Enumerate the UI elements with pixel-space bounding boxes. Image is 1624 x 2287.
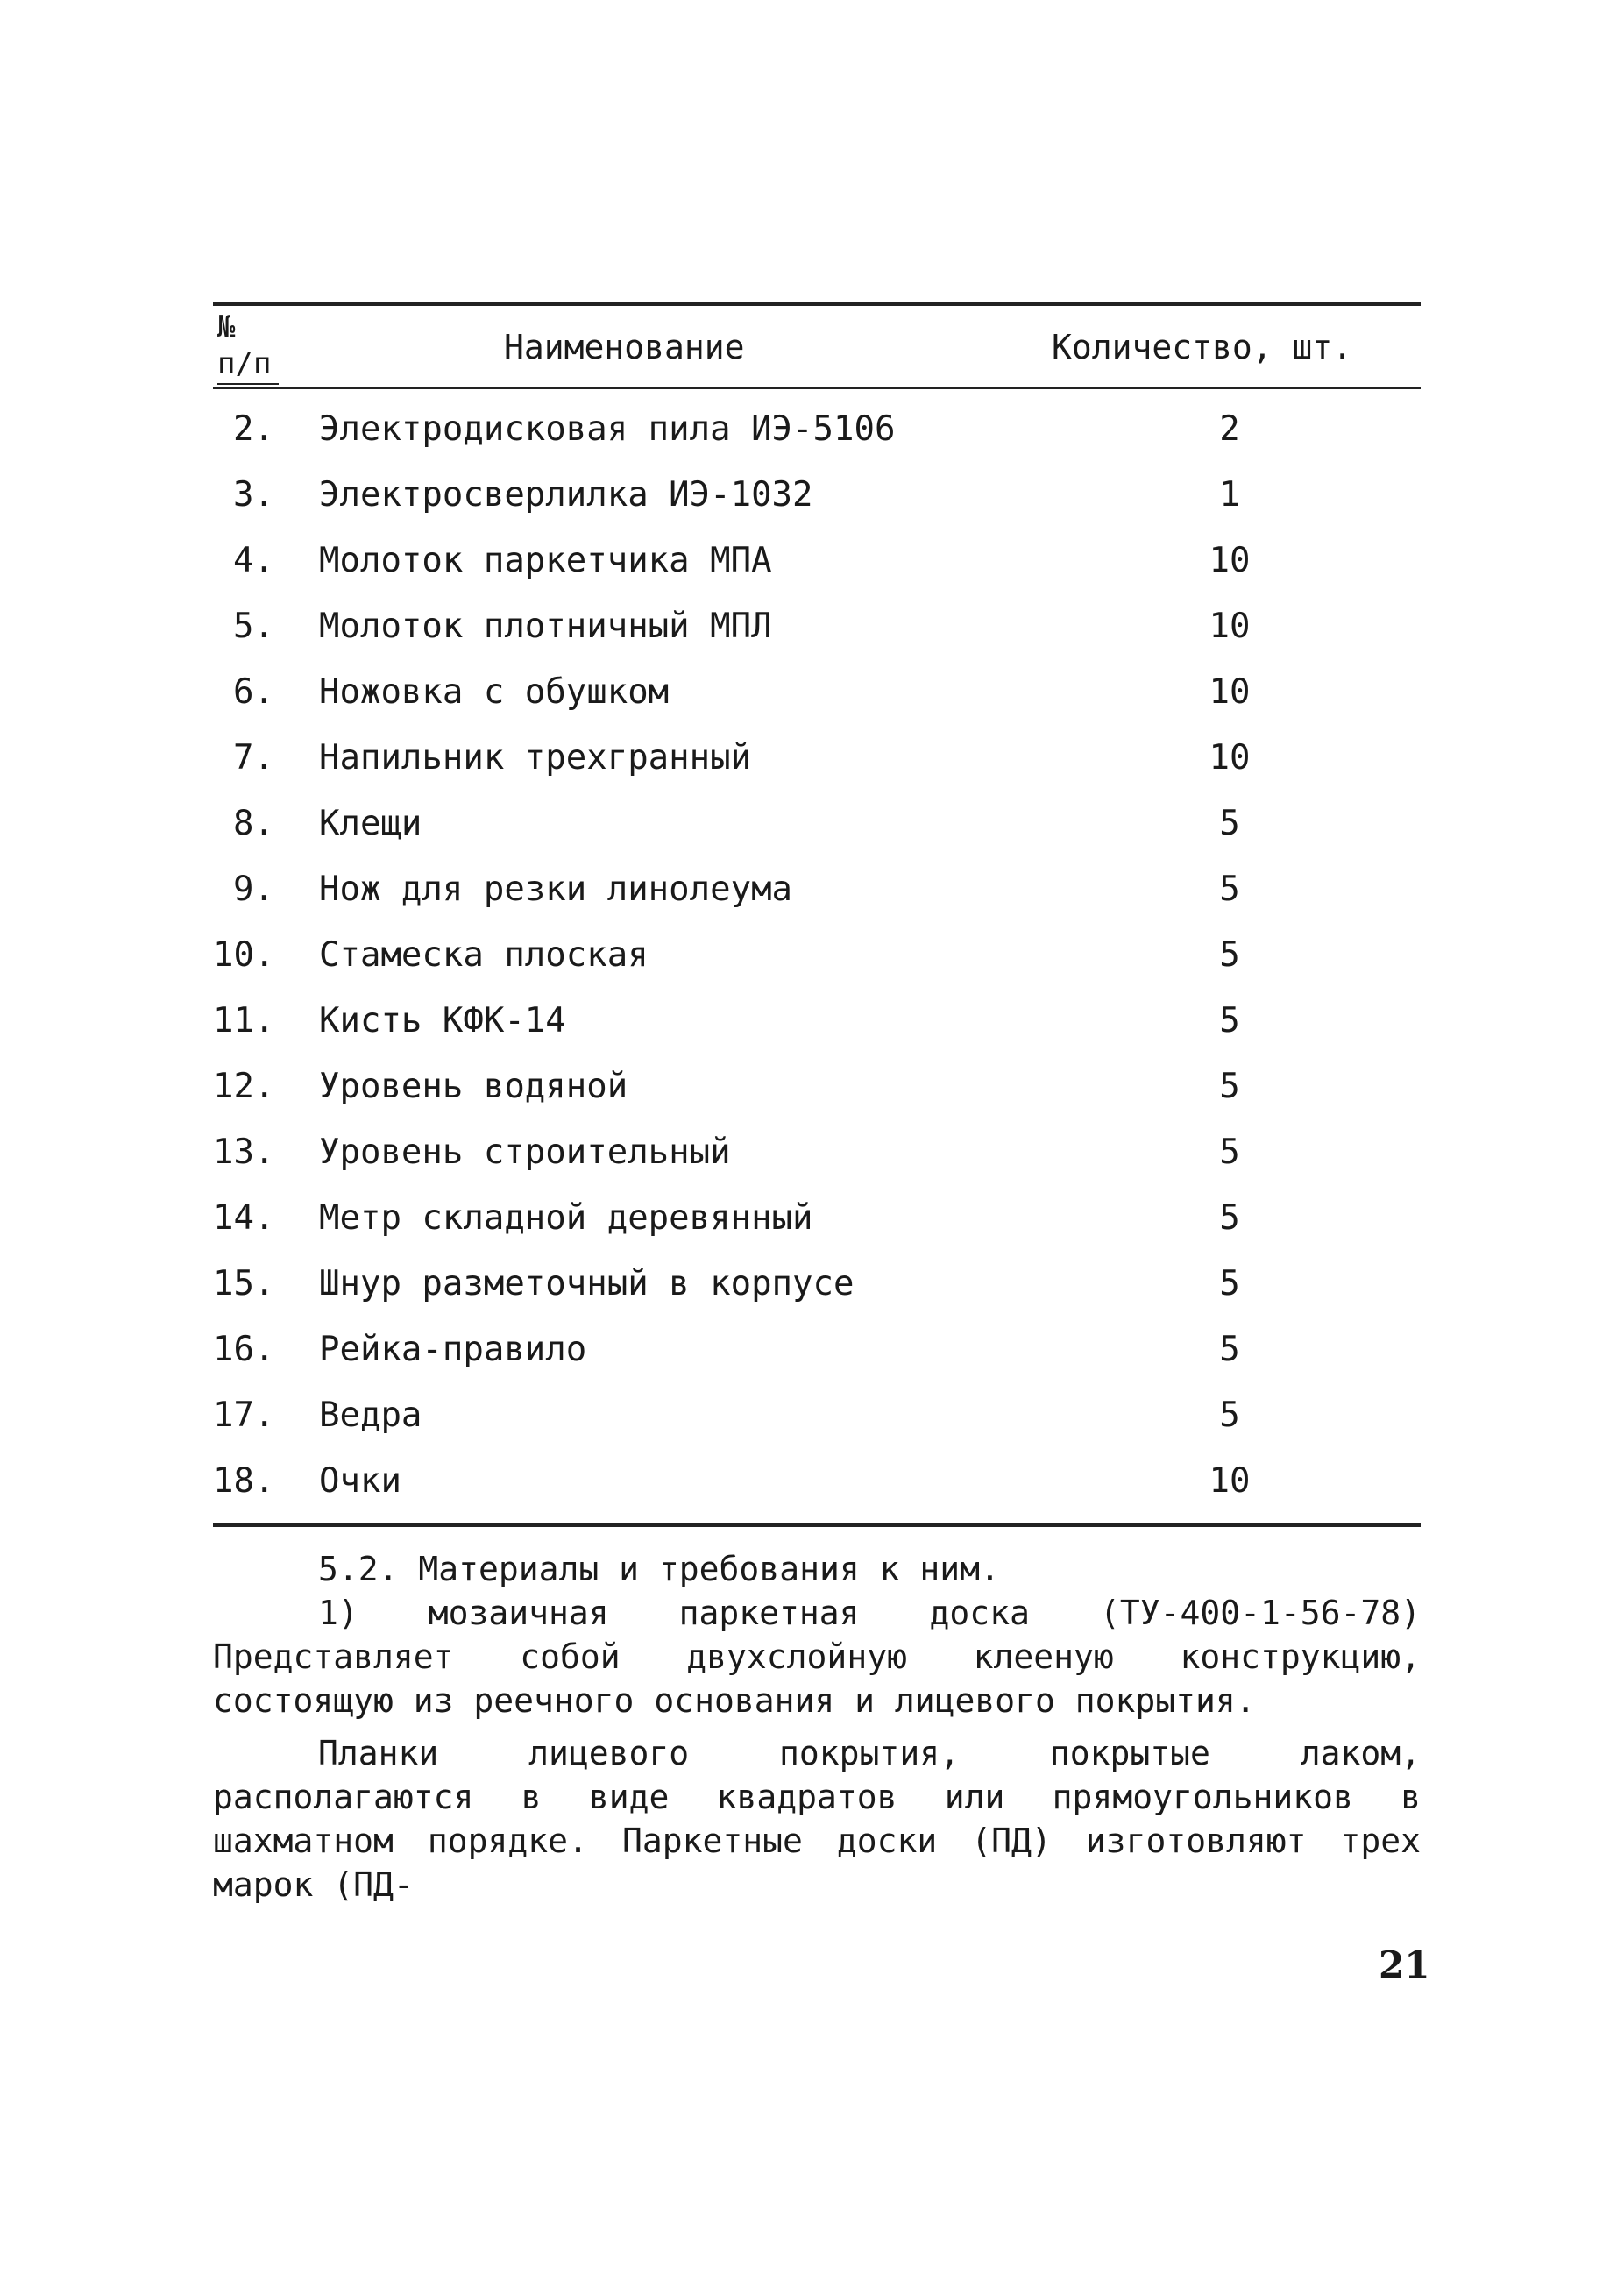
item-name: Кисть КФК-14 (319, 1001, 566, 1041)
column-header-name: Наименование (504, 328, 745, 366)
item-quantity: 1 (1219, 475, 1240, 515)
item-name: Шнур разметочный в корпусе (319, 1264, 855, 1303)
item-quantity: 5 (1219, 804, 1240, 843)
item-name: Очки (319, 1461, 401, 1501)
item-quantity: 10 (1209, 1461, 1251, 1501)
item-name: Рейка-правило (319, 1330, 587, 1369)
item-name: Молоток плотничный МПЛ (319, 607, 772, 646)
row-number: 5. (233, 607, 274, 646)
table-row (213, 870, 1421, 936)
row-number: 18. (213, 1461, 275, 1501)
table-row (213, 607, 1421, 673)
item-quantity: 2 (1219, 409, 1240, 449)
table-row (213, 936, 1421, 1002)
item-name: Ведра (319, 1396, 422, 1435)
row-number: 16. (213, 1330, 275, 1369)
row-number: 10. (213, 935, 275, 975)
row-number: 15. (213, 1264, 275, 1303)
table-row (213, 739, 1421, 805)
table-row (213, 1331, 1421, 1396)
row-number: 8. (233, 804, 274, 843)
table-row (213, 476, 1421, 542)
item-name: Клещи (319, 804, 422, 843)
item-quantity: 5 (1219, 935, 1240, 975)
table-row (213, 542, 1421, 607)
item-quantity: 5 (1219, 1198, 1240, 1238)
item-quantity: 5 (1219, 1264, 1240, 1303)
row-number: 4. (233, 541, 274, 580)
table-bottom-rule (213, 1523, 1421, 1527)
item-name: Метр складной деревянный (319, 1198, 813, 1238)
item-quantity: 10 (1209, 607, 1251, 646)
row-number: 7. (233, 738, 274, 778)
row-number: 14. (213, 1198, 275, 1238)
paragraph-2: Планки лицевого покрытия, покрытые лаком, располагаются в виде квадратов или прямоугольников в шахматном порядке. Паркетные доски (ПД) изготовляют трех марок (ПД- (213, 1734, 1421, 1904)
table-header-rule (213, 387, 1421, 389)
section-title: 5.2. Материалы и требования к ним. (318, 1550, 1000, 1588)
item-name: Нож для резки линолеума (319, 870, 793, 909)
item-name: Молоток паркетчика МПА (319, 541, 772, 580)
row-number: 2. (233, 409, 274, 449)
table-row (213, 673, 1421, 739)
paragraph-1: 1) мозаичная паркетная доска (ТУ-400-1-56-78) Представляет собой двухслойную клееную конструкцию, состоящую из реечного основания и лицевого покрытия. (213, 1594, 1421, 1720)
number-sign: № (217, 309, 236, 344)
item-quantity: 5 (1219, 1396, 1240, 1435)
row-number: 17. (213, 1396, 275, 1435)
item-quantity: 5 (1219, 1133, 1240, 1172)
page-number: 21 (1379, 1943, 1430, 1986)
item-name: Уровень водяной (319, 1067, 628, 1106)
table-body (213, 410, 1421, 1528)
table-row (213, 1133, 1421, 1199)
item-quantity: 10 (1209, 738, 1251, 778)
item-quantity: 10 (1209, 541, 1251, 580)
item-quantity: 5 (1219, 1330, 1240, 1369)
item-quantity: 5 (1219, 1067, 1240, 1106)
row-number: 6. (233, 672, 274, 712)
table-row (213, 410, 1421, 476)
table-row (213, 805, 1421, 870)
item-name: Ножовка с обушком (319, 672, 670, 712)
table-top-rule (213, 302, 1421, 306)
table-row (213, 1265, 1421, 1331)
item-quantity: 10 (1209, 672, 1251, 712)
row-number: 9. (233, 870, 274, 909)
item-name: Электродисковая пила ИЭ-5106 (319, 409, 896, 449)
item-quantity: 5 (1219, 1001, 1240, 1041)
row-number: 12. (213, 1067, 275, 1106)
item-name: Электросверлилка ИЭ-1032 (319, 475, 813, 515)
table-row (213, 1199, 1421, 1265)
table-row (213, 1462, 1421, 1528)
table-row (213, 1396, 1421, 1462)
item-abbrev: п/п (217, 346, 279, 385)
body-text (213, 1547, 1421, 1907)
row-number: 13. (213, 1133, 275, 1172)
column-header-number (217, 309, 283, 385)
row-number: 3. (233, 475, 274, 515)
item-name: Напильник трехгранный (319, 738, 752, 778)
table-row (213, 1068, 1421, 1133)
item-quantity: 5 (1219, 870, 1240, 909)
table-row (213, 1002, 1421, 1068)
item-name: Уровень строительный (319, 1133, 731, 1172)
item-name: Стамеска плоская (319, 935, 649, 975)
column-header-quantity: Количество, шт. (1052, 328, 1353, 366)
row-number: 11. (213, 1001, 275, 1041)
